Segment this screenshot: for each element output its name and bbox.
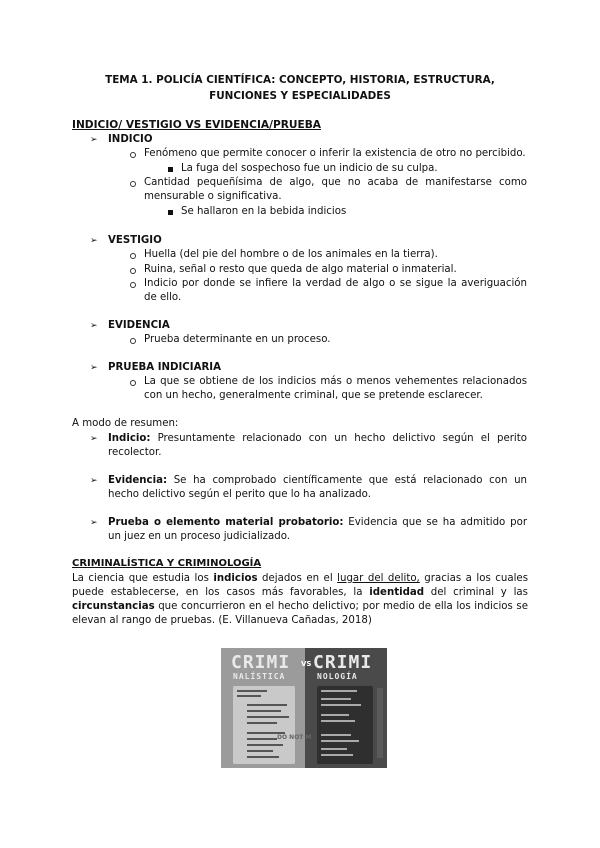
resumen-text-evidencia: Se ha comprobado científicamente que está relacionado con un hecho delictivo según el perito que lo ha analizado. <box>108 475 527 500</box>
evidencia-definition-1: Prueba determinante en un proceso. <box>144 334 331 345</box>
circle-bullet-icon <box>130 338 136 344</box>
infographic-right-title: CRIMI <box>313 652 373 673</box>
paragraph-text: del criminal y las <box>424 587 528 598</box>
infographic-left-title: CRIMI <box>231 652 291 673</box>
vestigio-definition-1: Huella (del pie del hombre o de los animales en la tierra). <box>144 249 438 260</box>
arrow-bullet-icon: ➢ <box>90 321 98 331</box>
resumen-label-indicio: Indicio: <box>108 433 151 444</box>
resumen-item-indicio <box>108 432 527 460</box>
resumen-item-evidencia <box>108 474 527 502</box>
paragraph-text: dejados en el <box>257 573 338 584</box>
resumen-label-evidencia: Evidencia: <box>108 475 168 486</box>
paragraph-text: gracias a los cuales puede establecerse, en los casos más favorables, la <box>72 573 529 598</box>
circle-bullet-icon <box>130 181 136 187</box>
term-evidencia: EVIDENCIA <box>108 320 170 331</box>
arrow-bullet-icon: ➢ <box>90 518 98 528</box>
prueba-definition-1: La que se obtiene de los indicios más o menos vehementes relacionados con un hecho, generalmente criminal, que se pretende esclarecer. <box>144 376 527 401</box>
section-heading-indicio-vestigio: INDICIO/ VESTIGIO VS EVIDENCIA/PRUEBA <box>72 119 321 131</box>
infographic-right-content <box>317 686 373 764</box>
term-prueba-indiciaria: PRUEBA INDICIARIA <box>108 362 221 373</box>
paragraph-text: que concurrieron en el hecho delictivo; por medio de ella los indicios se elevan al rango de pruebas. (E. Villanueva Cañadas, 2018) <box>72 601 528 626</box>
indicio-definition-2: Cantidad pequeñísima de algo, que no acaba de manifestarse como mensurable o significativa. <box>144 177 527 202</box>
resumen-item-prueba <box>108 516 527 544</box>
arrow-bullet-icon: ➢ <box>90 363 98 373</box>
infographic-side-strip <box>377 688 383 758</box>
resumen-text-indicio: Presuntamente relacionado con un hecho delictivo según el perito recolector. <box>108 433 527 458</box>
title-line-2: FUNCIONES Y ESPECIALIDADES <box>209 89 391 102</box>
square-bullet-icon <box>168 210 173 215</box>
criminalistica-paragraph <box>72 572 528 628</box>
vestigio-definition-2: Ruina, señal o resto que queda de algo material o inmaterial. <box>144 264 457 275</box>
infographic-right-subtitle: NOLOGÍA <box>317 672 358 681</box>
title-line-1: TEMA 1. POLICÍA CIENTÍFICA: CONCEPTO, HISTORIA, ESTRUCTURA, <box>105 74 495 86</box>
paragraph-term-lugar-delito: lugar del delito, <box>337 573 420 584</box>
arrow-bullet-icon: ➢ <box>90 476 98 486</box>
infographic-left-subtitle: NALÍSTICA <box>233 672 286 681</box>
resumen-intro: A modo de resumen: <box>72 418 179 429</box>
term-vestigio: VESTIGIO <box>108 235 162 246</box>
indicio-example-1: La fuga del sospechoso fue un indicio de su culpa. <box>181 163 438 174</box>
circle-bullet-icon <box>130 282 136 288</box>
page-title <box>70 73 530 104</box>
paragraph-term-indicios: indicios <box>213 573 258 584</box>
vestigio-definition-3: Indicio por donde se infiere la verdad de algo o se sigue la averiguación de ello. <box>144 278 527 303</box>
term-indicio: INDICIO <box>108 134 153 145</box>
circle-bullet-icon <box>130 253 136 259</box>
arrow-bullet-icon: ➢ <box>90 434 98 444</box>
resumen-label-prueba: Prueba o elemento material probatorio: <box>108 517 344 528</box>
criminalistica-vs-criminologia-infographic <box>221 648 387 768</box>
square-bullet-icon <box>168 167 173 172</box>
indicio-definition-1: Fenómeno que permite conocer o inferir la existencia de otro no percibido. <box>144 148 526 159</box>
indicio-example-2: Se hallaron en la bebida indicios <box>181 206 347 217</box>
infographic-vs: VS <box>301 660 312 668</box>
arrow-bullet-icon: ➢ <box>90 135 98 145</box>
paragraph-text: La ciencia que estudia los <box>72 573 214 584</box>
circle-bullet-icon <box>130 268 136 274</box>
paragraph-term-identidad: identidad <box>369 587 425 598</box>
circle-bullet-icon <box>130 380 136 386</box>
resumen-text-prueba: Evidencia que se ha admitido por un juez en un proceso judicializado. <box>108 517 528 542</box>
arrow-bullet-icon: ➢ <box>90 236 98 246</box>
infographic-left-content <box>233 686 295 764</box>
circle-bullet-icon <box>130 152 136 158</box>
paragraph-term-circunstancias: circunstancias <box>72 601 155 612</box>
section-heading-criminalistica: CRIMINALÍSTICA Y CRIMINOLOGÍA <box>72 558 262 569</box>
infographic-badge: DO NOT M <box>277 734 312 741</box>
